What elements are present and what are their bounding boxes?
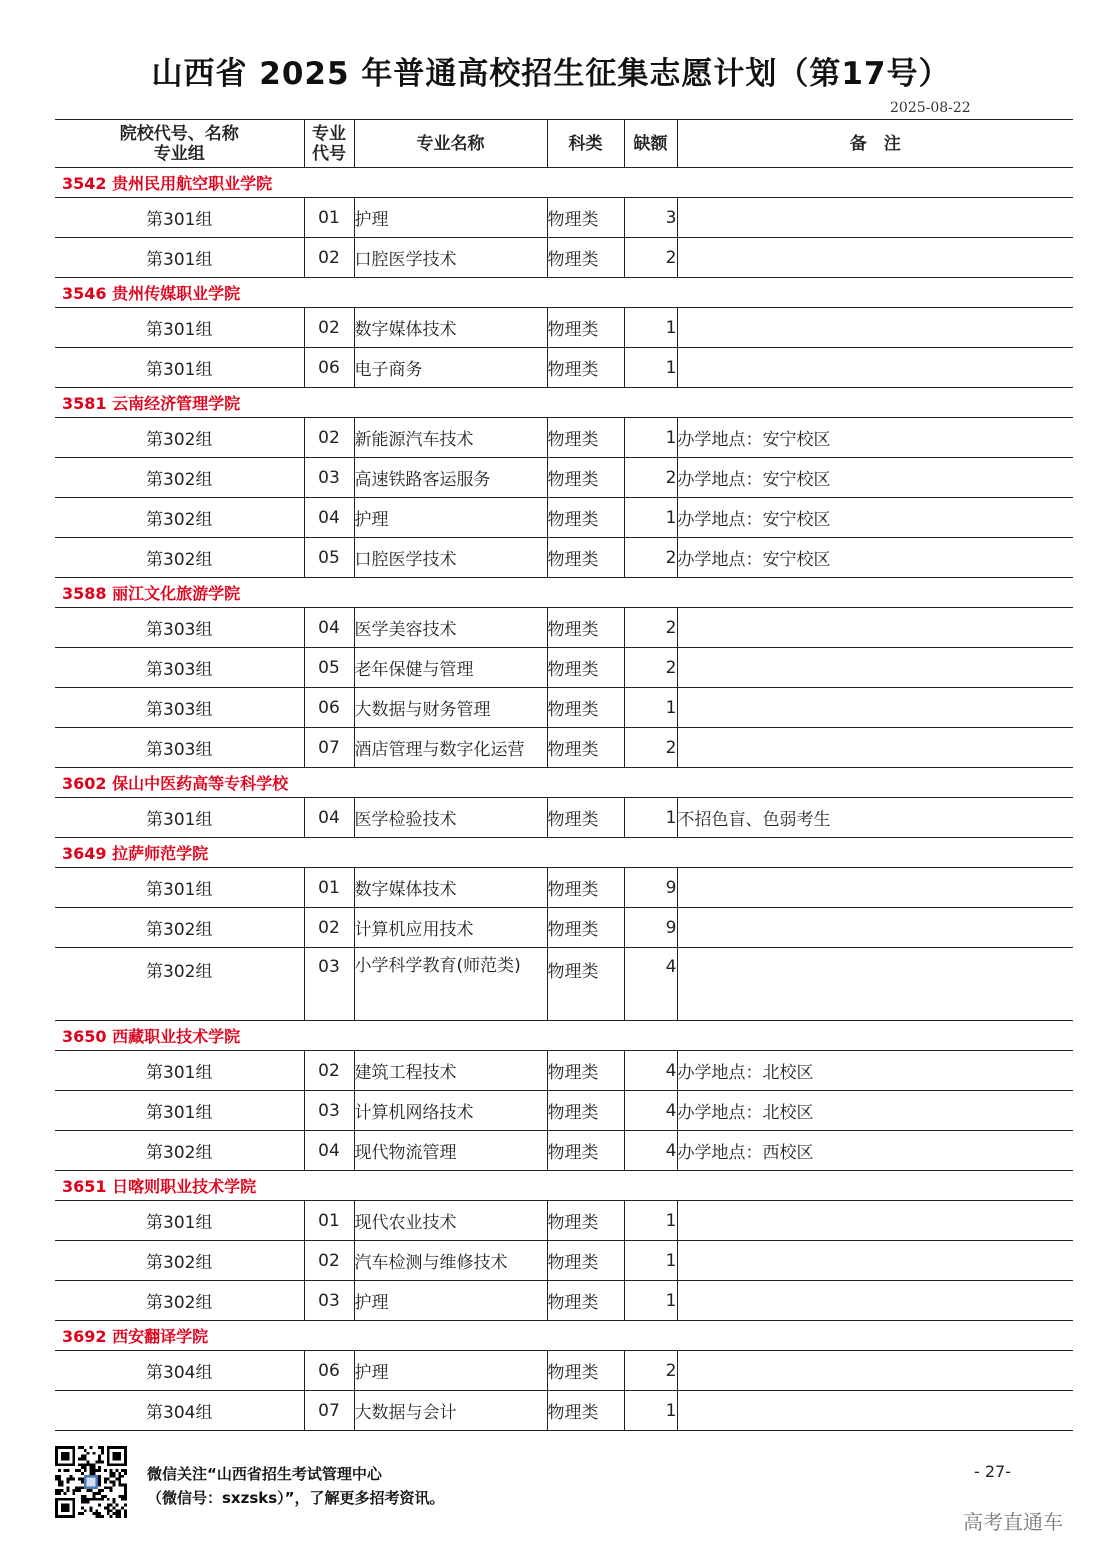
header-major: 专业名称	[354, 120, 547, 168]
note-cell: 办学地点：安宁校区	[677, 538, 1073, 578]
category-cell: 物理类	[547, 798, 624, 838]
category-cell: 物理类	[547, 948, 624, 1021]
note-cell: 办学地点：安宁校区	[677, 418, 1073, 458]
major-name-cell: 口腔医学技术	[354, 538, 547, 578]
major-name-cell: 护理	[354, 1281, 547, 1321]
vacancy-cell: 1	[624, 418, 677, 458]
category-cell: 物理类	[547, 348, 624, 388]
major-code-cell: 01	[304, 868, 354, 908]
qr-code-icon	[55, 1446, 127, 1518]
major-code-cell: 03	[304, 1091, 354, 1131]
table-row	[55, 1281, 1073, 1321]
category-cell: 物理类	[547, 1091, 624, 1131]
table-row	[55, 948, 1073, 1021]
vacancy-cell: 2	[624, 648, 677, 688]
note-cell	[677, 1351, 1073, 1391]
group-cell: 第301组	[55, 798, 304, 838]
category-cell: 物理类	[547, 1051, 624, 1091]
institution-name: 3651 日喀则职业技术学院	[55, 1171, 1073, 1201]
category-cell: 物理类	[547, 1131, 624, 1171]
group-cell: 第301组	[55, 308, 304, 348]
group-cell: 第303组	[55, 648, 304, 688]
major-name-cell: 计算机网络技术	[354, 1091, 547, 1131]
vacancy-cell: 4	[624, 1131, 677, 1171]
major-name-cell: 数字媒体技术	[354, 308, 547, 348]
major-name-cell: 现代物流管理	[354, 1131, 547, 1171]
table-row	[55, 1241, 1073, 1281]
major-code-cell: 03	[304, 458, 354, 498]
major-code-cell: 01	[304, 198, 354, 238]
major-name-cell: 现代农业技术	[354, 1201, 547, 1241]
institution-row	[55, 1021, 1073, 1051]
header-category: 科类	[547, 120, 624, 168]
table-row	[55, 348, 1073, 388]
table-row	[55, 728, 1073, 768]
note-cell: 办学地点：北校区	[677, 1051, 1073, 1091]
table-row	[55, 908, 1073, 948]
major-code-cell: 01	[304, 1201, 354, 1241]
note-cell	[677, 238, 1073, 278]
major-code-cell: 05	[304, 538, 354, 578]
vacancy-cell: 2	[624, 608, 677, 648]
major-code-cell: 07	[304, 728, 354, 768]
major-name-cell: 护理	[354, 1351, 547, 1391]
major-code-cell: 04	[304, 1131, 354, 1171]
table-row	[55, 458, 1073, 498]
institution-name: 3649 拉萨师范学院	[55, 838, 1073, 868]
category-cell: 物理类	[547, 498, 624, 538]
major-code-cell: 06	[304, 688, 354, 728]
group-cell: 第302组	[55, 1241, 304, 1281]
table-row	[55, 1051, 1073, 1091]
category-cell: 物理类	[547, 608, 624, 648]
table-row	[55, 238, 1073, 278]
plan-table	[55, 119, 1073, 1431]
vacancy-cell: 2	[624, 238, 677, 278]
category-cell: 物理类	[547, 1391, 624, 1431]
group-cell: 第302组	[55, 948, 304, 1021]
header-code	[304, 120, 354, 168]
group-cell: 第301组	[55, 238, 304, 278]
note-cell	[677, 308, 1073, 348]
note-cell: 办学地点：北校区	[677, 1091, 1073, 1131]
major-code-cell: 05	[304, 648, 354, 688]
institution-row	[55, 168, 1073, 198]
institution-name: 3650 西藏职业技术学院	[55, 1021, 1073, 1051]
vacancy-cell: 9	[624, 908, 677, 948]
group-cell: 第301组	[55, 1091, 304, 1131]
major-code-cell: 03	[304, 1281, 354, 1321]
category-cell: 物理类	[547, 728, 624, 768]
table-row	[55, 1091, 1073, 1131]
major-name-cell: 高速铁路客运服务	[354, 458, 547, 498]
table-header-row	[55, 120, 1073, 168]
note-cell	[677, 1241, 1073, 1281]
table-row	[55, 498, 1073, 538]
group-cell: 第301组	[55, 198, 304, 238]
note-cell	[677, 198, 1073, 238]
vacancy-cell: 4	[624, 948, 677, 1021]
page-title: 山西省 2025 年普通高校招生征集志愿计划（第17号）	[151, 56, 951, 92]
major-name-cell: 计算机应用技术	[354, 908, 547, 948]
major-code-cell: 02	[304, 1241, 354, 1281]
vacancy-cell: 2	[624, 458, 677, 498]
institution-row	[55, 278, 1073, 308]
institution-name: 3588 丽江文化旅游学院	[55, 578, 1073, 608]
category-cell: 物理类	[547, 688, 624, 728]
vacancy-cell: 1	[624, 1241, 677, 1281]
major-name-cell: 小学科学教育(师范类)	[354, 948, 547, 1021]
major-name-cell: 口腔医学技术	[354, 238, 547, 278]
major-name-cell: 汽车检测与维修技术	[354, 1241, 547, 1281]
note-cell	[677, 1281, 1073, 1321]
major-code-cell: 06	[304, 1351, 354, 1391]
group-cell: 第302组	[55, 1281, 304, 1321]
table-body	[55, 168, 1073, 1431]
institution-row	[55, 1171, 1073, 1201]
major-name-cell: 新能源汽车技术	[354, 418, 547, 458]
table-row	[55, 418, 1073, 458]
header-school-line2: 专业组	[153, 143, 205, 164]
table-row	[55, 308, 1073, 348]
group-cell: 第303组	[55, 728, 304, 768]
header-code-line1: 专业	[312, 123, 346, 144]
note-cell	[677, 608, 1073, 648]
vacancy-cell: 1	[624, 498, 677, 538]
group-cell: 第302组	[55, 498, 304, 538]
header-school-line1: 院校代号、名称	[119, 123, 239, 144]
table-row	[55, 198, 1073, 238]
note-cell	[677, 348, 1073, 388]
major-name-cell: 护理	[354, 498, 547, 538]
publish-date: 2025-08-22	[890, 100, 971, 116]
vacancy-cell: 4	[624, 1091, 677, 1131]
major-code-cell: 02	[304, 908, 354, 948]
category-cell: 物理类	[547, 1351, 624, 1391]
category-cell: 物理类	[547, 538, 624, 578]
institution-row	[55, 838, 1073, 868]
category-cell: 物理类	[547, 648, 624, 688]
major-code-cell: 02	[304, 1051, 354, 1091]
category-cell: 物理类	[547, 198, 624, 238]
vacancy-cell: 1	[624, 308, 677, 348]
institution-name: 3581 云南经济管理学院	[55, 388, 1073, 418]
group-cell: 第301组	[55, 1051, 304, 1091]
institution-row	[55, 768, 1073, 798]
institution-row	[55, 388, 1073, 418]
watermark: 高考直通车	[963, 1510, 1063, 1534]
vacancy-cell: 1	[624, 1201, 677, 1241]
group-cell: 第301组	[55, 348, 304, 388]
note-cell: 办学地点：西校区	[677, 1131, 1073, 1171]
major-code-cell: 04	[304, 498, 354, 538]
category-cell: 物理类	[547, 458, 624, 498]
vacancy-cell: 2	[624, 728, 677, 768]
major-name-cell: 护理	[354, 198, 547, 238]
note-cell	[677, 948, 1073, 1021]
group-cell: 第303组	[55, 688, 304, 728]
category-cell: 物理类	[547, 418, 624, 458]
category-cell: 物理类	[547, 1241, 624, 1281]
group-cell: 第302组	[55, 538, 304, 578]
table-row	[55, 1201, 1073, 1241]
note-cell	[677, 868, 1073, 908]
category-cell: 物理类	[547, 1281, 624, 1321]
note-cell	[677, 908, 1073, 948]
vacancy-cell: 2	[624, 538, 677, 578]
group-cell: 第302组	[55, 908, 304, 948]
group-cell: 第302组	[55, 1131, 304, 1171]
group-cell: 第302组	[55, 418, 304, 458]
header-note: 备 注	[677, 120, 1073, 168]
group-cell: 第301组	[55, 868, 304, 908]
note-cell: 不招色盲、色弱考生	[677, 798, 1073, 838]
major-code-cell: 02	[304, 308, 354, 348]
table-row	[55, 868, 1073, 908]
table-row	[55, 538, 1073, 578]
note-cell: 办学地点：安宁校区	[677, 498, 1073, 538]
wechat-line1: 微信关注“山西省招生考试管理中心	[147, 1465, 382, 1483]
group-cell: 第304组	[55, 1391, 304, 1431]
table-row	[55, 1351, 1073, 1391]
group-cell: 第302组	[55, 458, 304, 498]
institution-row	[55, 1321, 1073, 1351]
group-cell: 第303组	[55, 608, 304, 648]
institution-name: 3546 贵州传媒职业学院	[55, 278, 1073, 308]
group-cell: 第301组	[55, 1201, 304, 1241]
vacancy-cell: 1	[624, 348, 677, 388]
vacancy-cell: 4	[624, 1051, 677, 1091]
table-row	[55, 648, 1073, 688]
note-cell	[677, 1391, 1073, 1431]
institution-name: 3542 贵州民用航空职业学院	[55, 168, 1073, 198]
major-name-cell: 大数据与会计	[354, 1391, 547, 1431]
major-name-cell: 电子商务	[354, 348, 547, 388]
major-code-cell: 03	[304, 948, 354, 1021]
major-code-cell: 02	[304, 418, 354, 458]
vacancy-cell: 1	[624, 798, 677, 838]
major-name-cell: 医学美容技术	[354, 608, 547, 648]
vacancy-cell: 2	[624, 1351, 677, 1391]
vacancy-cell: 1	[624, 1281, 677, 1321]
major-name-cell: 建筑工程技术	[354, 1051, 547, 1091]
category-cell: 物理类	[547, 908, 624, 948]
category-cell: 物理类	[547, 308, 624, 348]
vacancy-cell: 1	[624, 688, 677, 728]
table-row	[55, 1391, 1073, 1431]
note-cell: 办学地点：安宁校区	[677, 458, 1073, 498]
major-code-cell: 06	[304, 348, 354, 388]
category-cell: 物理类	[547, 238, 624, 278]
wechat-line2: （微信号：sxzsks）”，了解更多招考资讯。	[147, 1489, 445, 1507]
note-cell	[677, 688, 1073, 728]
major-name-cell: 医学检验技术	[354, 798, 547, 838]
vacancy-cell: 9	[624, 868, 677, 908]
table-row	[55, 798, 1073, 838]
header-vacancy: 缺额	[624, 120, 677, 168]
major-name-cell: 酒店管理与数字化运营	[354, 728, 547, 768]
institution-row	[55, 578, 1073, 608]
table-row	[55, 688, 1073, 728]
major-name-cell: 数字媒体技术	[354, 868, 547, 908]
wechat-notice	[147, 1462, 445, 1510]
major-name-cell: 大数据与财务管理	[354, 688, 547, 728]
header-school	[55, 120, 304, 168]
major-code-cell: 02	[304, 238, 354, 278]
major-code-cell: 04	[304, 608, 354, 648]
category-cell: 物理类	[547, 868, 624, 908]
major-code-cell: 04	[304, 798, 354, 838]
table-row	[55, 1131, 1073, 1171]
institution-name: 3692 西安翻译学院	[55, 1321, 1073, 1351]
category-cell: 物理类	[547, 1201, 624, 1241]
page-number: - 27-	[974, 1462, 1011, 1481]
note-cell	[677, 648, 1073, 688]
note-cell	[677, 1201, 1073, 1241]
vacancy-cell: 3	[624, 198, 677, 238]
note-cell	[677, 728, 1073, 768]
institution-name: 3602 保山中医药高等专科学校	[55, 768, 1073, 798]
header-code-line2: 代号	[312, 143, 346, 164]
vacancy-cell: 1	[624, 1391, 677, 1431]
major-name-cell: 老年保健与管理	[354, 648, 547, 688]
major-code-cell: 07	[304, 1391, 354, 1431]
table-row	[55, 608, 1073, 648]
group-cell: 第304组	[55, 1351, 304, 1391]
